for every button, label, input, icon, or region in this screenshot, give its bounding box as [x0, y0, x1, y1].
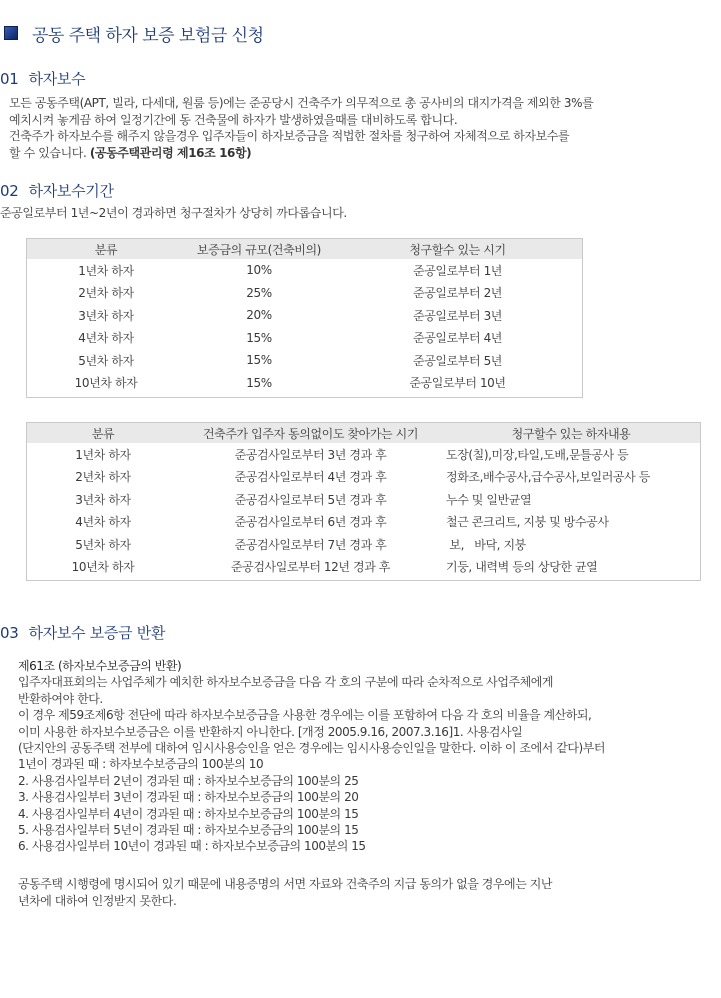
- category-cell: 5년차 하자: [78, 353, 134, 368]
- defect-content-cell: 누수 및 일반균열: [446, 492, 532, 507]
- category-cell: 4년차 하자: [78, 331, 134, 346]
- table-header-cell: 분류: [27, 239, 185, 259]
- law-line: 입주자대표회의는 사업주체가 예치한 하자보수보증금을 다음 각 호의 구분에 따라 순차적으로 사업주체에게: [18, 675, 554, 690]
- section-2-title: 하자보수기간: [28, 182, 114, 200]
- section-1-line: 예치시켜 놓게끔 하여 일정기간에 동 건축물에 하자가 발생하였을때를 대비하도록 합니다.: [9, 112, 458, 127]
- page-title: [4, 20, 264, 46]
- section-3-heading: [0, 622, 165, 643]
- visit-period-cell: 준공검사일로부터 6년 경과 후: [234, 515, 387, 530]
- table-row: [27, 488, 700, 511]
- table-row: [27, 304, 582, 327]
- defect-content-cell: 보, 바닥, 지붕: [446, 537, 526, 552]
- category-cell: 2년차 하자: [78, 286, 134, 301]
- table-row: [27, 511, 700, 534]
- ratio-cell: 20%: [246, 308, 272, 323]
- law-line: (단지안의 공동주택 전부에 대하여 임시사용승인을 얻은 경우에는 임시사용승인일을 말한다. 이하 이 조에서 같다)부터: [18, 741, 606, 756]
- section-1-number: 01: [0, 70, 19, 88]
- table-row: [27, 556, 700, 579]
- visit-period-cell: 준공검사일로부터 3년 경과 후: [234, 447, 387, 462]
- defect-content-cell: 철근 콘크리트, 지붕 및 방수공사: [446, 515, 609, 530]
- table-row: [27, 282, 582, 305]
- table-row: [27, 349, 582, 372]
- section-3-number: 03: [0, 624, 19, 642]
- claim-period-cell: 준공일로부터 5년: [413, 353, 502, 368]
- table-row: [27, 466, 700, 489]
- claim-period-cell: 준공일로부터 4년: [413, 331, 502, 346]
- table-header-row: [27, 239, 582, 259]
- category-cell: 10년차 하자: [74, 376, 138, 391]
- claim-period-cell: 준공일로부터 3년: [413, 308, 502, 323]
- section-3-title: 하자보수 보증금 반환: [28, 624, 166, 642]
- closing-line: 년차에 대하여 인정받지 못한다.: [18, 893, 177, 908]
- section-1-title: 하자보수: [28, 70, 86, 88]
- category-cell: 1년차 하자: [75, 447, 131, 462]
- claim-period-cell: 준공일로부터 2년: [413, 286, 502, 301]
- law-line: 1년이 경과된 때 : 하자보수보증금의 100분의 10: [18, 757, 264, 772]
- defect-content-table: [27, 423, 700, 578]
- section-1-line: 모든 공동주택(APT, 빌라, 다세대, 원룸 등)에는 준공당시 건축주가 의무적으로 총 공사비의 대지가격을 제외한 3%를: [9, 96, 594, 110]
- category-cell: 3년차 하자: [78, 308, 134, 323]
- category-cell: 3년차 하자: [75, 492, 131, 507]
- table-header-cell: 분류: [27, 423, 179, 443]
- ratio-cell: 15%: [246, 375, 272, 390]
- section-1-line-text: 할 수 있습니다.: [9, 145, 87, 160]
- section-1-heading: [0, 68, 85, 89]
- table-row: [27, 372, 582, 395]
- closing-note: [18, 876, 552, 909]
- category-cell: 10년차 하자: [71, 560, 135, 575]
- ratio-cell: 10%: [246, 263, 272, 278]
- table-row: [27, 259, 582, 282]
- category-cell: 1년차 하자: [78, 263, 134, 278]
- section-1-line: [9, 145, 593, 162]
- law-line: 이 경우 제59조제6항 전단에 따라 하자보수보증금을 사용한 경우에는 이를 포함하여 다음 각 호의 비율을 계산하되,: [18, 708, 592, 723]
- visit-period-cell: 준공검사일로부터 5년 경과 후: [234, 492, 387, 507]
- square-bullet-icon: [4, 26, 18, 40]
- ratio-cell: 15%: [246, 330, 272, 345]
- section-1-body: [9, 95, 593, 161]
- closing-line: 공동주택 시행령에 명시되어 있기 때문에 내용증명의 서면 자료와 건축주의 지급 동의가 없을 경우에는 지난: [18, 877, 552, 891]
- ratio-cell: 15%: [246, 353, 272, 368]
- claim-period-cell: 준공일로부터 1년: [413, 263, 502, 278]
- law-line: 3. 사용검사일부터 3년이 경과된 때 : 하자보수보증금의 100분의 20: [18, 790, 359, 805]
- table-header-cell: 건축주가 입주자 동의없이도 찾아가는 시기: [179, 423, 442, 443]
- table-header-row: [27, 423, 700, 443]
- section-1-legal-reference: (공동주택관리령 제16조 16항): [89, 145, 252, 160]
- section-1-line: 건축주가 하자보수를 해주지 않을경우 입주자들이 하자보증금을 적법한 절차를 청구하여 자체적으로 하자보수를: [9, 129, 570, 143]
- law-line: 2. 사용검사일부터 2년이 경과된 때 : 하자보수보증금의 100분의 25: [18, 773, 359, 788]
- law-line: 이미 사용한 하자보수보증금은 이를 반환하지 아니한다. [개정 2005.9.16, 2007.3.16]1. 사용검사일: [18, 724, 523, 739]
- visit-period-cell: 준공검사일로부터 12년 경과 후: [230, 560, 391, 575]
- table-row: [27, 443, 700, 466]
- table-header-cell: 보증금의 규모(건축비의): [185, 239, 333, 259]
- visit-period-cell: 준공검사일로부터 7년 경과 후: [234, 537, 387, 552]
- warranty-ratio-table: [27, 239, 582, 394]
- category-cell: 2년차 하자: [75, 470, 131, 485]
- section-2-intro: 준공일로부터 1년~2년이 경과하면 청구절차가 상당히 까다롭습니다.: [0, 206, 347, 220]
- law-line: 5. 사용검사일부터 5년이 경과된 때 : 하자보수보증금의 100분의 15: [18, 823, 359, 838]
- table-header-cell: 청구할수 있는 하자내용: [442, 423, 700, 443]
- table-row: [27, 327, 582, 350]
- law-line: 반환하여야 한다.: [18, 691, 103, 706]
- defect-content-cell: 도장(칠),미장,타일,도배,문틀공사 등: [446, 447, 629, 462]
- defect-content-cell: 정화조,배수공사,급수공사,보일러공사 등: [446, 470, 650, 485]
- table-row: [27, 533, 700, 556]
- visit-period-cell: 준공검사일로부터 4년 경과 후: [234, 470, 387, 485]
- category-cell: 5년차 하자: [75, 537, 131, 552]
- section-2-number: 02: [0, 182, 19, 200]
- claim-period-cell: 준공일로부터 10년: [409, 376, 506, 391]
- law-article-title: 제61조 (하자보수보증금의 반환): [18, 659, 182, 673]
- section-2-heading: [0, 180, 114, 201]
- defect-content-cell: 기둥, 내력벽 등의 상당한 균열: [446, 560, 598, 575]
- category-cell: 4년차 하자: [75, 515, 131, 530]
- law-article: [18, 658, 605, 855]
- table-header-cell: 청구할수 있는 시기: [333, 239, 582, 259]
- law-line: 4. 사용검사일부터 4년이 경과된 때 : 하자보수보증금의 100분의 15: [18, 806, 359, 821]
- ratio-cell: 25%: [246, 285, 272, 300]
- law-line: 6. 사용검사일부터 10년이 경과된 때 : 하자보수보증금의 100분의 15: [18, 839, 366, 854]
- page-title-text: 공동 주택 하자 보증 보험금 신청: [32, 25, 264, 46]
